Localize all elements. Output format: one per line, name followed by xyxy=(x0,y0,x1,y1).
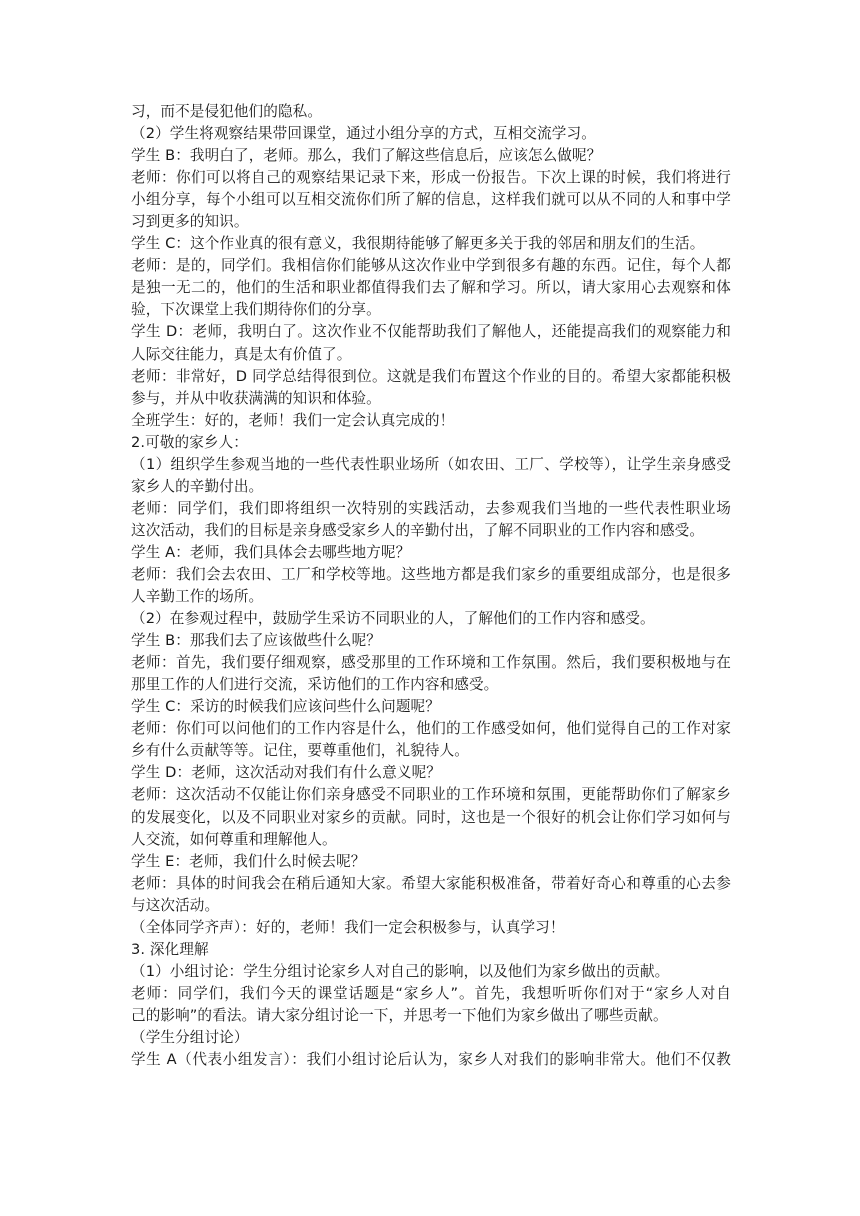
text-line: 学生 E：老师，我们什么时候去呢？ xyxy=(131,852,366,870)
text-line: 乡有什么贡献等等。记住，要尊重他们，礼貌待人。 xyxy=(131,742,469,760)
text-line: 学生 D：老师，这次活动对我们有什么意义呢？ xyxy=(131,764,441,782)
text-line: （全体同学齐声）：好的，老师！我们一定会积极参与，认真学习！ xyxy=(131,918,565,936)
text-line: 老师：具体的时间我会在稍后通知大家。希望大家能积极准备，带着好奇心和尊重的心去参 xyxy=(131,874,731,892)
text-line: 这次活动，我们的目标是亲身感受家乡人的辛勤付出，了解不同职业的工作内容和感受。 xyxy=(131,521,705,539)
text-line: 学生 D：老师，我明白了。这次作业不仅能帮助我们了解他人，还能提高我们的观察能力和 xyxy=(131,323,731,341)
text-line: 与这次活动。 xyxy=(131,896,220,914)
text-line: （1）组织学生参观当地的一些代表性职业场所（如农田、工厂、学校等），让学生亲身感受 xyxy=(131,455,731,473)
text-line: 学生 A：老师，我们具体会去哪些地方呢？ xyxy=(131,543,411,561)
text-line: 小组分享，每个小组可以互相交流你们所了解的信息，这样我们就可以从不同的人和事中学 xyxy=(131,191,731,209)
text-line: 老师：我们会去农田、工厂和学校等地。这些地方都是我们家乡的重要组成部分，也是很多 xyxy=(131,565,731,583)
text-line: 参与，并从中收获满满的知识和体验。 xyxy=(131,389,381,407)
section-heading: 2.可敬的家乡人： xyxy=(131,433,248,451)
text-line: 老师：是的，同学们。我相信你们能够从这次作业中学到很多有趣的东西。记住，每个人都 xyxy=(131,257,731,275)
text-line: 老师：同学们，我们即将组织一次特别的实践活动，去参观我们当地的一些代表性职业场 xyxy=(131,499,731,517)
text-line: 家乡人的辛勤付出。 xyxy=(131,477,264,495)
text-line: 习到更多的知识。 xyxy=(131,213,249,231)
text-line: 老师：这次活动不仅能让你们亲身感受不同职业的工作环境和氛围，更能帮助你们了解家乡 xyxy=(131,786,731,804)
text-line: 己的影响”的看法。请大家分组讨论一下，并思考一下他们为家乡做出了哪些贡献。 xyxy=(131,1006,668,1024)
text-line: 学生 C：这个作业真的很有意义，我很期待能够了解更多关于我的邻居和朋友们的生活。 xyxy=(131,235,705,253)
document-page xyxy=(131,101,731,1071)
text-line: （2）学生将观察结果带回课堂，通过小组分享的方式，互相交流学习。 xyxy=(131,125,596,143)
text-line: 人交流，如何尊重和理解他人。 xyxy=(131,830,337,848)
text-line: 的发展变化，以及不同职业对家乡的贡献。同时，这也是一个很好的机会让你们学习如何与 xyxy=(131,808,731,826)
text-line: 老师：你们可以问他们的工作内容是什么，他们的工作感受如何，他们觉得自己的工作对家 xyxy=(131,720,731,738)
text-line: 那里工作的人们进行交流，采访他们的工作内容和感受。 xyxy=(131,676,499,694)
text-line: 验，下次课堂上我们期待你们的分享。 xyxy=(131,301,381,319)
text-line: （学生分组讨论） xyxy=(131,1028,249,1046)
text-line: 老师：你们可以将自己的观察结果记录下来，形成一份报告。下次上课的时候，我们将进行 xyxy=(131,169,731,187)
section-heading: 3. 深化理解 xyxy=(131,940,209,958)
text-line: 学生 B：那我们去了应该做些什么呢？ xyxy=(131,632,381,650)
text-line: 全班学生：好的，老师！我们一定会认真完成的！ xyxy=(131,411,455,429)
text-line: 人辛勤工作的场所。 xyxy=(131,588,264,606)
text-line: 是独一无二的，他们的生活和职业都值得我们去了解和学习。所以，请大家用心去观察和体 xyxy=(131,279,731,297)
text-line: 人际交往能力，真是太有价值了。 xyxy=(131,345,352,363)
text-line: 学生 A（代表小组发言）：我们小组讨论后认为，家乡人对我们的影响非常大。他们不仅教 xyxy=(131,1051,731,1069)
text-line: 习，而不是侵犯他们的隐私。 xyxy=(131,103,323,120)
text-line: 老师：非常好，D 同学总结得很到位。这就是我们布置这个作业的目的。希望大家都能积极 xyxy=(131,367,731,385)
text-line: （2）在参观过程中，鼓励学生采访不同职业的人，了解他们的工作内容和感受。 xyxy=(131,610,655,628)
text-line: 老师：首先，我们要仔细观察，感受那里的工作环境和工作氛围。然后，我们要积极地与在 xyxy=(131,654,731,672)
text-line: 老师：同学们，我们今天的课堂话题是“家乡人”。首先，我想听听你们对于“家乡人对自 xyxy=(131,984,731,1002)
text-line: 学生 C：采访的时候我们应该问些什么问题呢？ xyxy=(131,698,440,716)
text-line: 学生 B：我明白了，老师。那么，我们了解这些信息后，应该怎么做呢？ xyxy=(131,147,602,165)
text-line: （1）小组讨论：学生分组讨论家乡人对自己的影响，以及他们为家乡做出的贡献。 xyxy=(131,962,670,980)
